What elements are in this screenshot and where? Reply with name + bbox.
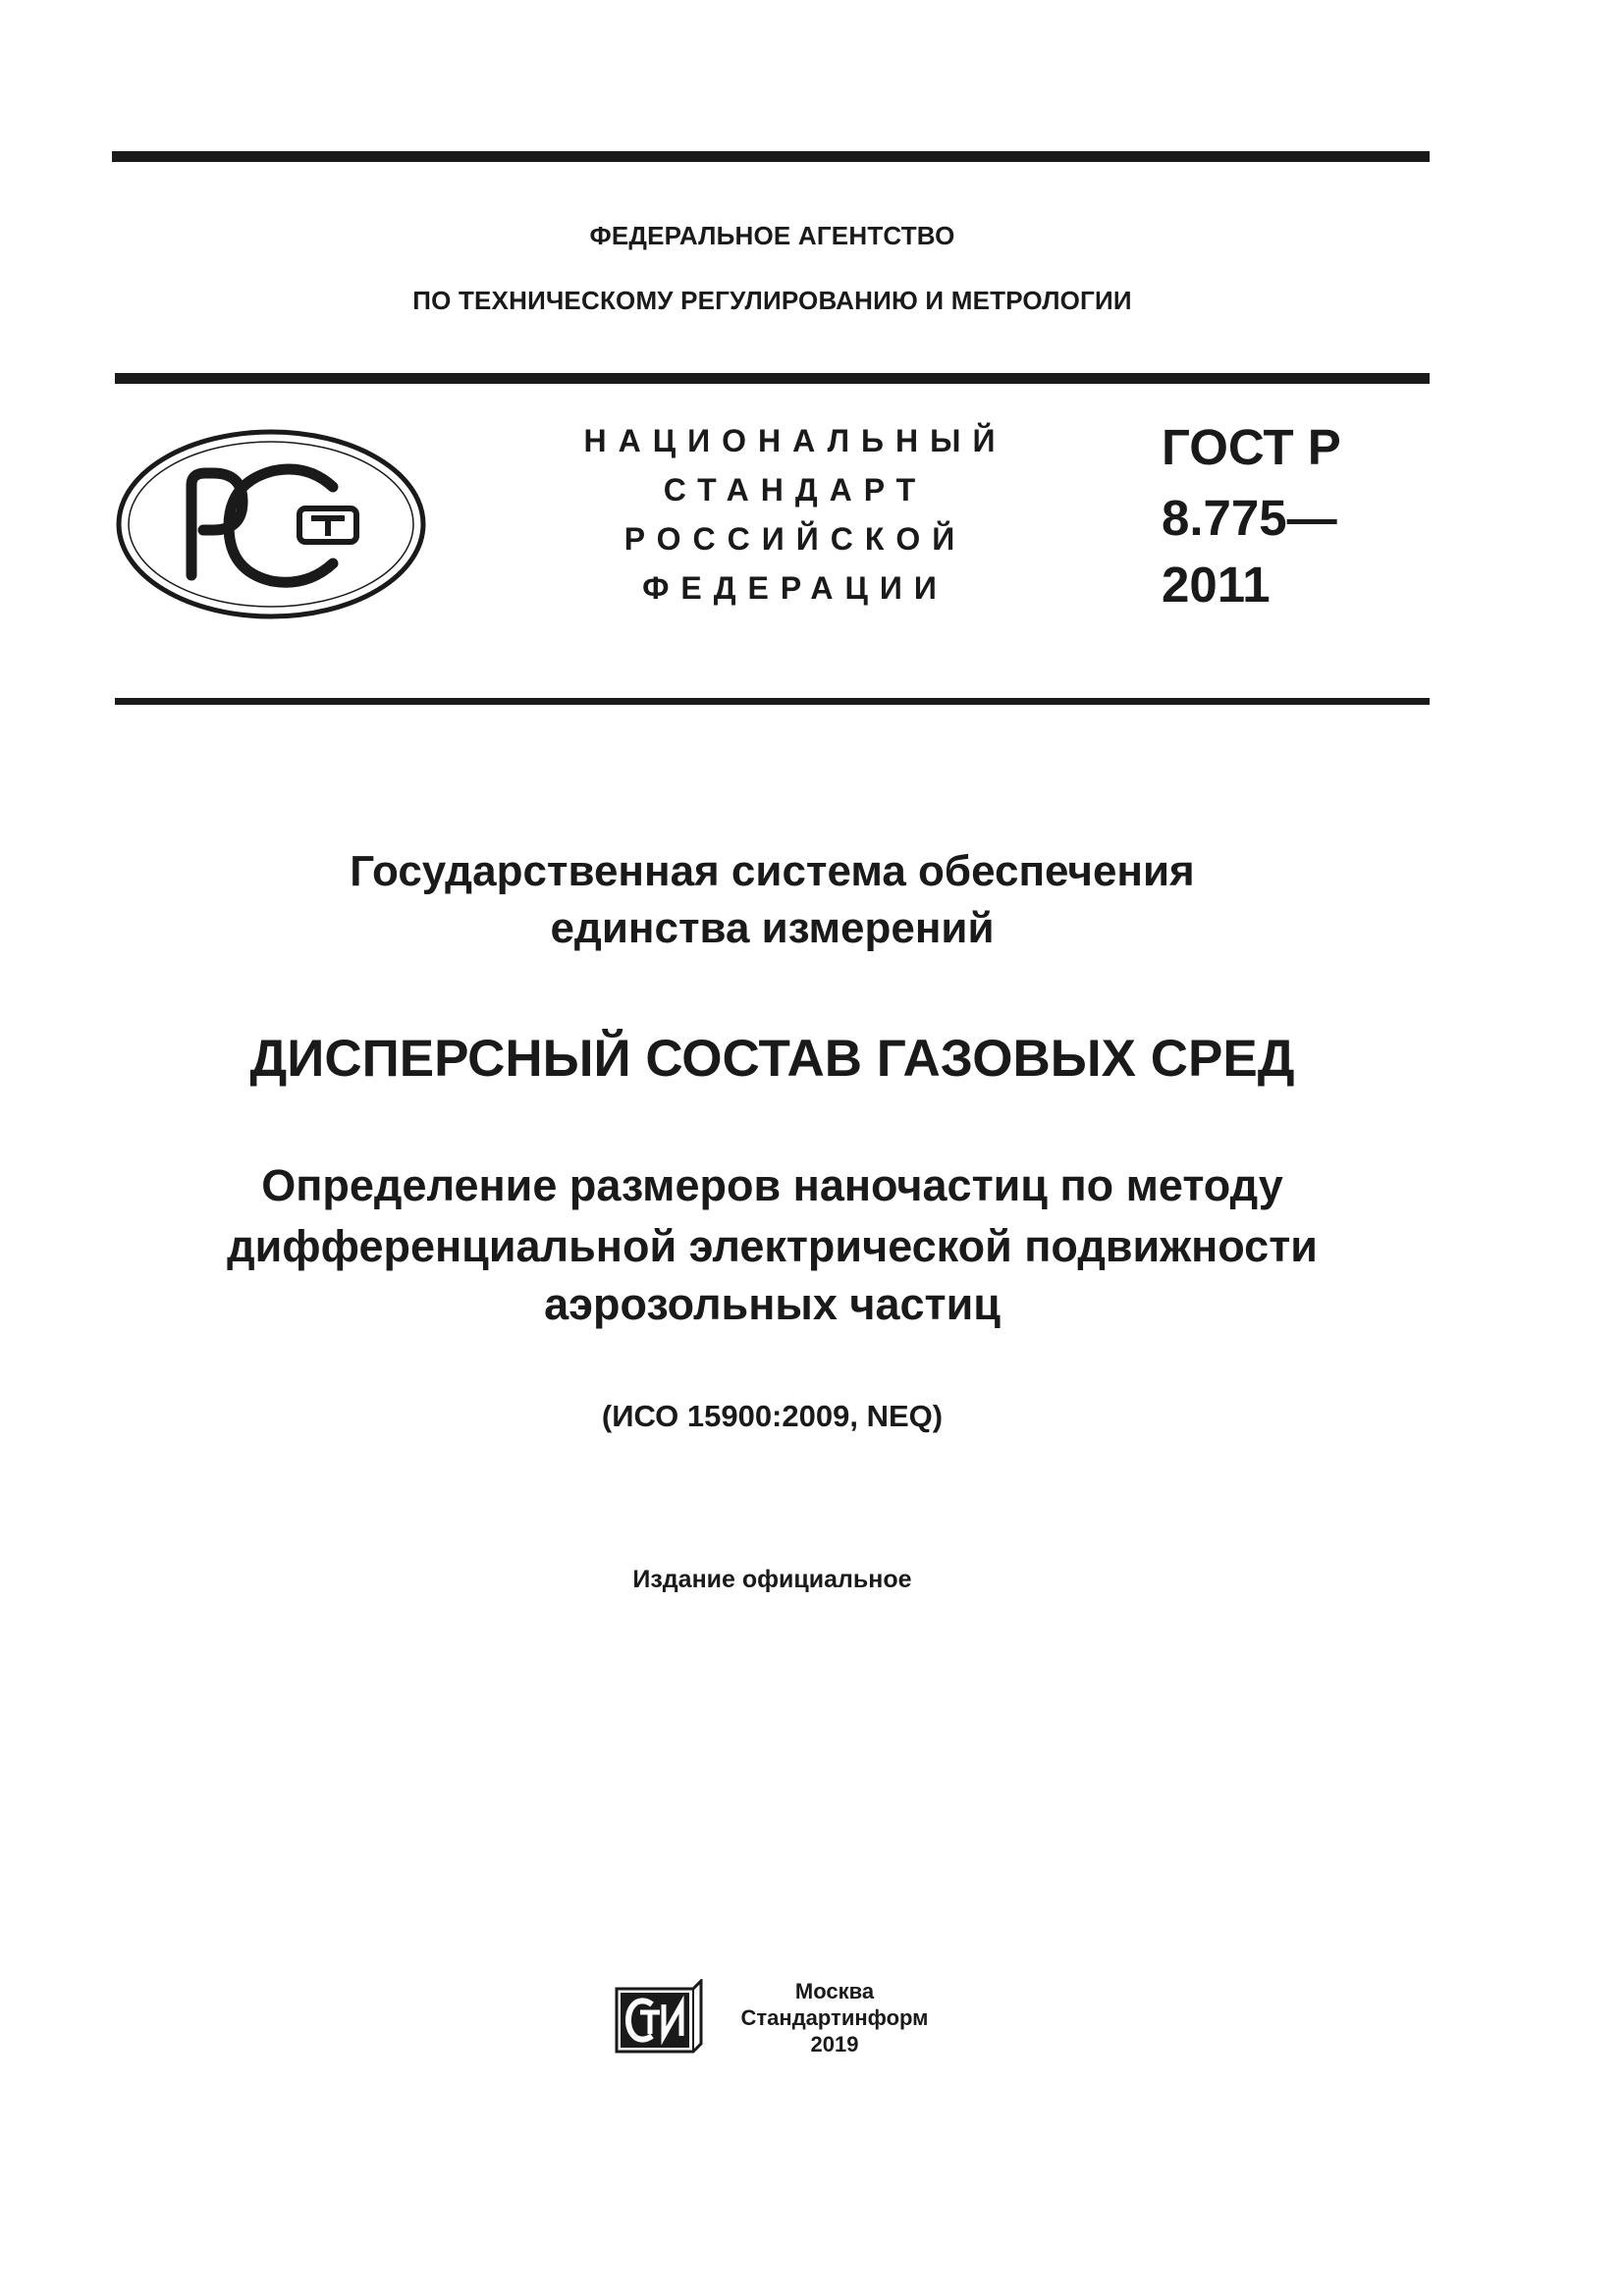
subtitle-line-3: аэрозольных частиц — [544, 1279, 1001, 1329]
publisher-name: Стандартинформ — [740, 2005, 929, 2030]
publisher-city: Москва — [794, 1979, 875, 2003]
subtitle-line-2: дифференциальной электрической подвижности — [227, 1221, 1318, 1271]
system-title-line-1: Государственная система обеспечения — [350, 847, 1195, 895]
national-line-4: ФЕДЕРАЦИИ — [642, 570, 948, 606]
national-line-2: СТАНДАРТ — [663, 472, 928, 507]
national-line-1: НАЦИОНАЛЬНЫЙ — [583, 423, 1007, 458]
agency-line-1: ФЕДЕРАЛЬНОЕ АГЕНТСТВО — [589, 221, 955, 250]
rst-certification-mark-icon — [115, 428, 427, 620]
designation-line-1: ГОСТ Р — [1162, 419, 1341, 475]
iso-reference: (ИСО 15900:2009, NEQ) — [601, 1399, 944, 1433]
system-title-line-2: единства измерений — [550, 904, 995, 952]
standartinform-logo-icon — [611, 1979, 705, 2055]
designation-line-2: 8.775— — [1162, 490, 1337, 546]
national-line-3: РОССИЙСКОЙ — [623, 521, 967, 557]
publication-year: 2019 — [810, 2032, 859, 2056]
designation-line-3: 2011 — [1162, 557, 1271, 613]
top-rule — [112, 151, 1430, 162]
lower-rule — [115, 698, 1430, 705]
edition-label: Издание официальное — [632, 1566, 912, 1593]
document-main-title: ДИСПЕРСНЫЙ СОСТАВ ГАЗОВЫХ СРЕД — [249, 1030, 1295, 1088]
agency-line-2: ПО ТЕХНИЧЕСКОМУ РЕГУЛИРОВАНИЮ И МЕТРОЛОГИИ — [412, 286, 1132, 315]
subtitle-line-1: Определение размеров наночастиц по методу — [261, 1160, 1283, 1210]
middle-rule — [115, 373, 1430, 384]
